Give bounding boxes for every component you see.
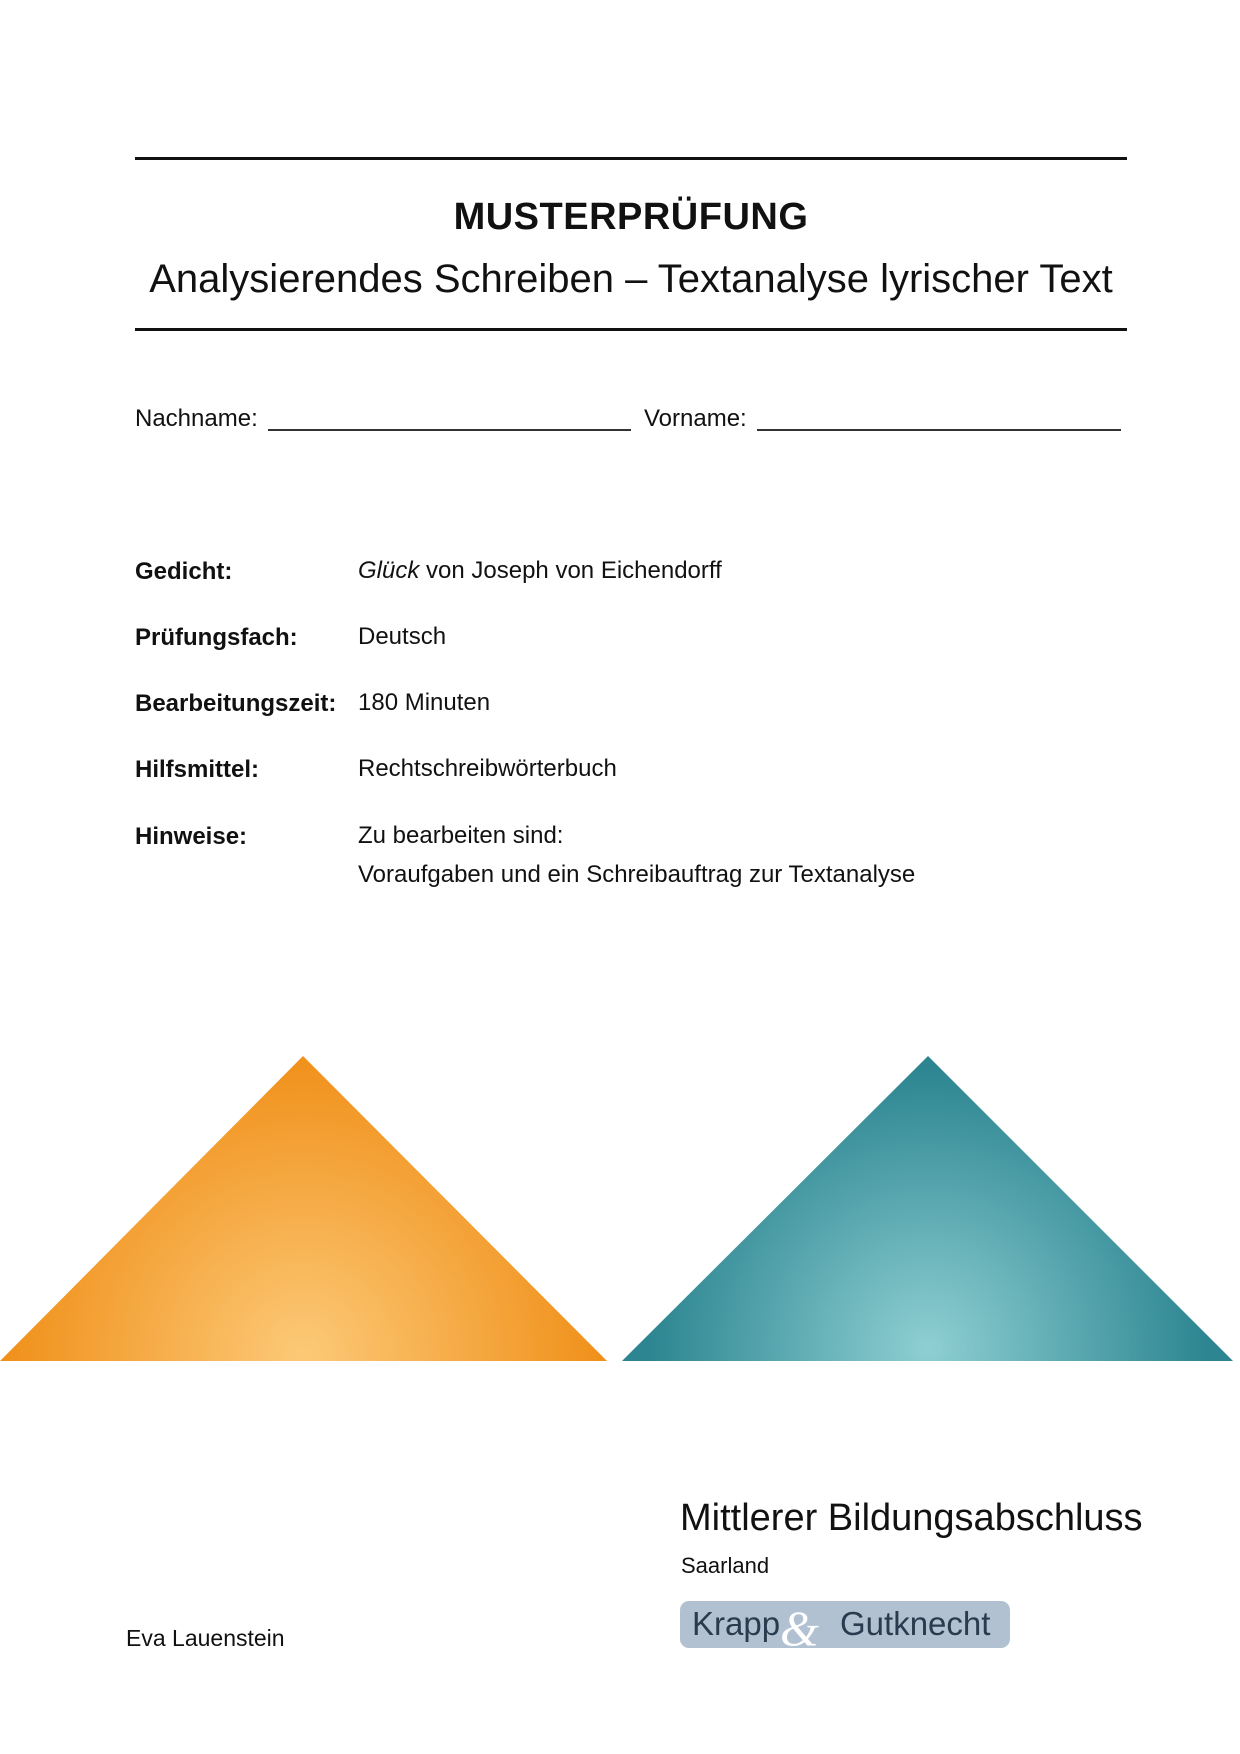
logo-ampersand: &: [780, 1600, 819, 1650]
page-subtitle: Analysierendes Schreiben – Textanalyse lyrischer Text: [149, 257, 1113, 301]
info-value-notes: [358, 816, 915, 894]
info-value-time: 180 Minuten: [358, 689, 491, 716]
notes-line-1: Zu bearbeiten sind:: [358, 822, 564, 849]
info-label-aids: Hilfsmittel:: [135, 756, 260, 783]
lastname-label: Nachname:: [135, 405, 258, 432]
author-name: Eva Lauenstein: [126, 1625, 285, 1651]
info-value-aids: Rechtschreibwörterbuch: [358, 755, 617, 782]
info-label-subject: Prüfungsfach:: [135, 624, 298, 651]
logo-text-left: Krapp: [692, 1605, 781, 1642]
top-rule: [135, 157, 1127, 160]
info-label-notes: Hinweise:: [135, 823, 248, 850]
info-label-time: Bearbeitungszeit:: [135, 690, 337, 717]
poem-title: Glück: [358, 557, 420, 584]
notes-line-2: Voraufgaben und ein Schreibauftrag zur Textanalyse: [358, 861, 916, 888]
lastname-field[interactable]: [268, 429, 631, 431]
page-title: MUSTERPRÜFUNG: [453, 196, 809, 238]
info-value-subject: Deutsch: [358, 623, 447, 650]
firstname-field[interactable]: [757, 429, 1121, 431]
poem-author: von Joseph von Eichendorff: [419, 557, 722, 584]
firstname-label: Vorname:: [644, 405, 747, 432]
info-value-poem: [358, 551, 722, 590]
teal-triangle: [622, 1056, 1233, 1361]
orange-triangle: [0, 1056, 607, 1361]
info-label-poem: Gedicht:: [135, 558, 233, 585]
decorative-triangles: [0, 1050, 1240, 1365]
logo-text-right: Gutknecht: [840, 1605, 991, 1642]
bottom-rule: [135, 328, 1127, 331]
program-title: Mittlerer Bildungsabschluss: [680, 1497, 1143, 1539]
region-label: Saarland: [681, 1553, 770, 1578]
publisher-logo: [680, 1600, 1010, 1650]
